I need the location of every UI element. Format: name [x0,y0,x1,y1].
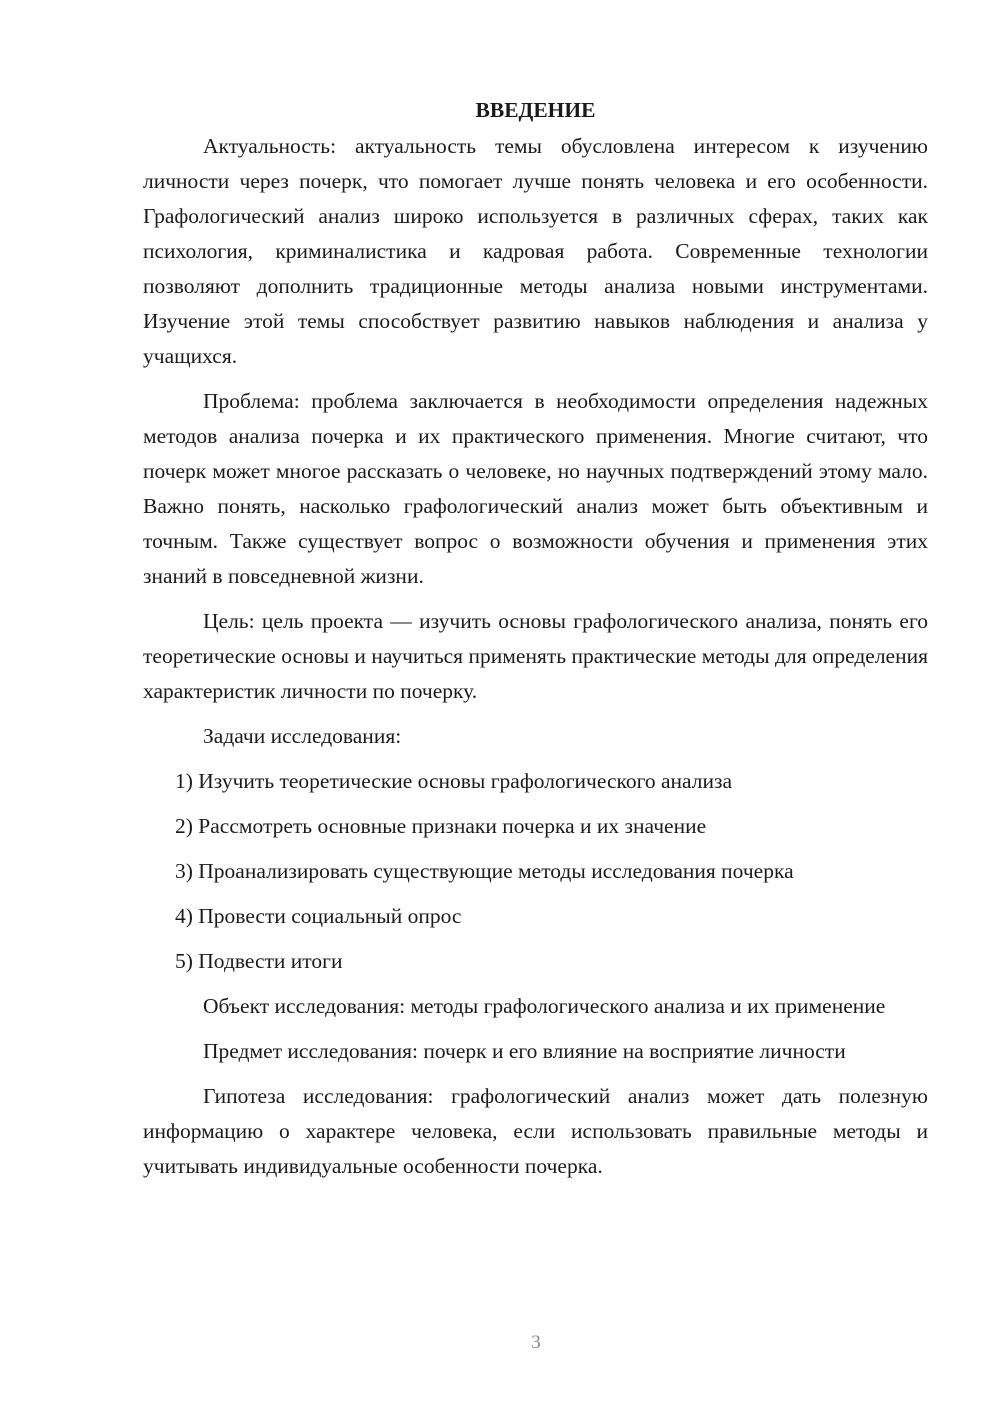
problem-paragraph: Проблема: проблема заключается в необходимости определения надежных методов анализа почерка и их практического применения. Многие считают, что почерк может многое рассказать о человеке, но научных подтверждений этому мало. Важно понять, насколько графологический анализ может быть объективным и точным. Также существует вопрос о возможности обучения и применения этих знаний в повседневной жизни. [143,389,928,588]
page-number: 3 [531,1332,541,1353]
page-title: ВВЕДЕНИЕ [475,98,596,122]
list-item: 1) Изучить теоретические основы графологического анализа [175,769,733,793]
document-page [143,93,928,1194]
list-item: 5) Подвести итоги [175,949,343,973]
relevance-paragraph: Актуальность: актуальность темы обусловлена интересом к изучению личности через почерк, что помогает лучше понять человека и его особенности. Графологический анализ широко используется в различных сферах, таких как психология, криминалистика и кадровая работа. Современные технологии позволяют дополнить традиционные методы анализа новыми инструментами. Изучение этой темы способствует развитию навыков наблюдения и анализа у учащихся. [143,134,928,368]
subject-paragraph: Предмет исследования: почерк и его влияние на восприятие личности [203,1039,846,1063]
tasks-heading: Задачи исследования: [203,724,402,748]
list-item: 4) Провести социальный опрос [175,904,462,928]
list-item: 3) Проанализировать существующие методы исследования почерка [175,859,794,883]
list-item: 2) Рассмотреть основные признаки почерка и их значение [175,814,707,838]
tasks-list [143,764,928,979]
goal-paragraph: Цель: цель проекта — изучить основы графологического анализа, понять его теоретические основы и научиться применять практические методы для определения характеристик личности по почерку. [143,609,928,703]
hypothesis-paragraph: Гипотеза исследования: графологический анализ может дать полезную информацию о характере человека, если использовать правильные методы и учитывать индивидуальные особенности почерка. [143,1084,928,1178]
object-paragraph: Объект исследования: методы графологического анализа и их применение [203,994,886,1018]
